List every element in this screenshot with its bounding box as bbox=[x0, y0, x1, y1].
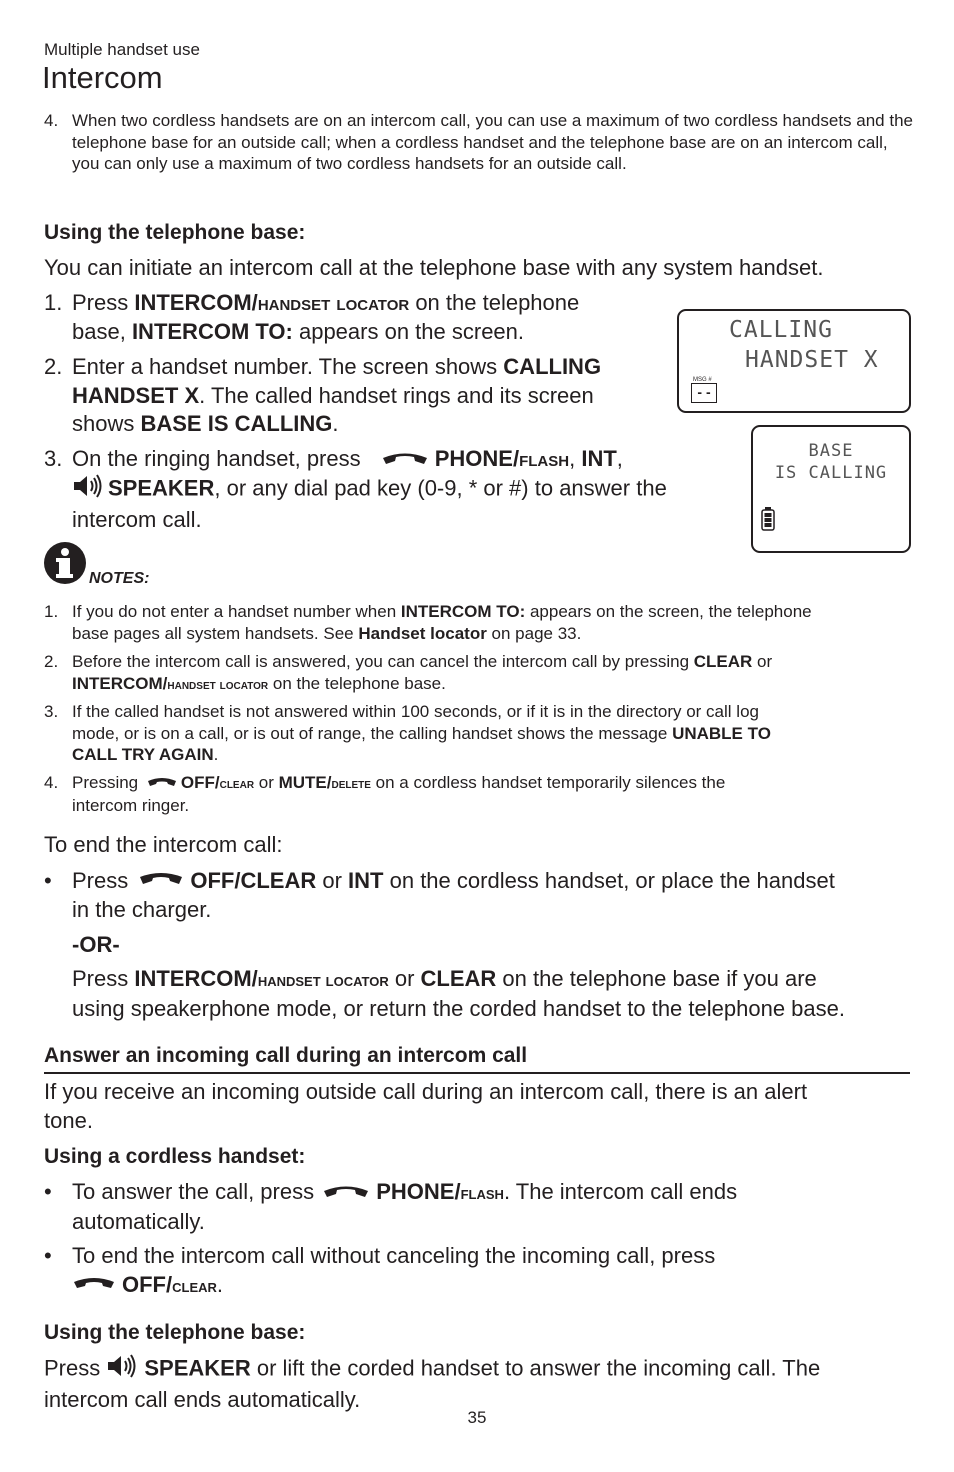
answer-intro-line: tone. bbox=[44, 1107, 93, 1133]
step-text: on the telephone bbox=[409, 290, 580, 315]
key-phone: PHONE/ bbox=[434, 446, 520, 471]
lcd-line-1: CALLING bbox=[729, 317, 833, 343]
body-text: intercom call ends automatically. bbox=[44, 1386, 361, 1412]
note-text: Pressing bbox=[72, 773, 143, 792]
key-off-clear: OFF/CLEAR bbox=[190, 868, 317, 893]
step-text: intercom call. bbox=[72, 506, 202, 532]
key-speaker: SPEAKER bbox=[108, 476, 215, 501]
step-text: appears on the screen. bbox=[292, 318, 525, 344]
key-calling: CALLING bbox=[503, 354, 602, 379]
note-text: Before the intercom call is answered, you can cancel the intercom call by pressing bbox=[72, 652, 694, 671]
note-text: intercom ringer. bbox=[72, 795, 190, 815]
base-heading: Using the telephone base: bbox=[44, 221, 306, 244]
base-lcd-screen bbox=[677, 309, 911, 413]
lcd-line-2: IS CALLING bbox=[774, 463, 888, 483]
answer-heading: Answer an incoming call during an intercom call bbox=[44, 1044, 528, 1067]
bullet-text: Press bbox=[72, 966, 135, 992]
key-clear-sub: clear bbox=[172, 1275, 217, 1296]
note-text: on page 33. bbox=[486, 623, 582, 643]
note-text: or bbox=[752, 652, 773, 671]
bullet-dot: • bbox=[44, 868, 52, 893]
note-text: on the telephone base. bbox=[268, 673, 446, 693]
section-label: Multiple handset use bbox=[44, 40, 200, 59]
step-text: . The called handset rings and its screen bbox=[199, 382, 594, 408]
lcd-line-2: HANDSET X bbox=[745, 347, 879, 373]
battery-icon bbox=[761, 507, 775, 536]
heading-rule bbox=[44, 1072, 910, 1074]
note-text: mode, or is on a call, or is out of range, the calling handset shows the message bbox=[72, 723, 673, 743]
key-int: INT bbox=[581, 446, 617, 471]
step-text: shows bbox=[72, 411, 141, 436]
bullet-dot: • bbox=[44, 1243, 52, 1268]
body-text: or lift the corded handset to answer the incoming call. The bbox=[250, 1355, 821, 1381]
step-text: . bbox=[332, 411, 339, 436]
key-handset-locator: handset locator bbox=[257, 970, 389, 991]
page-number: 35 bbox=[467, 1408, 487, 1427]
bullet-text: To end the intercom call without canceling the incoming call, press bbox=[72, 1243, 716, 1268]
or-separator: -OR- bbox=[72, 931, 120, 957]
step-number: 3. bbox=[44, 446, 63, 471]
answer-intro-line: If you receive an incoming outside call during an intercom call, there is an alert bbox=[44, 1079, 808, 1104]
phone-handset-icon bbox=[138, 868, 184, 897]
speaker-icon bbox=[106, 1354, 138, 1386]
list-number: 1. bbox=[44, 602, 59, 621]
note-text: base pages all system handsets. See bbox=[72, 623, 359, 643]
bullet-text: or bbox=[388, 966, 421, 992]
handset-heading: Using a cordless handset: bbox=[44, 1145, 306, 1168]
bullet-text: automatically. bbox=[72, 1208, 205, 1234]
answer-intro bbox=[44, 1078, 914, 1135]
key-off: OFF/ bbox=[180, 773, 220, 792]
phone-handset-icon bbox=[322, 1179, 370, 1208]
note-text: . bbox=[213, 745, 219, 764]
step-number: 2. bbox=[44, 354, 63, 379]
key-clear: CLEAR bbox=[420, 966, 497, 992]
key-intercom: INTERCOM/ bbox=[72, 673, 168, 693]
step-text: Press bbox=[72, 290, 135, 315]
step-number: 1. bbox=[44, 290, 63, 315]
base-answer-text bbox=[44, 1354, 914, 1414]
page-title: Intercom bbox=[42, 60, 163, 95]
key-phone: PHONE/ bbox=[376, 1179, 461, 1204]
note-text: If the called handset is not answered within 100 seconds, or if it is in the directory or call log bbox=[72, 702, 759, 721]
msg-unable-to: UNABLE TO bbox=[672, 723, 771, 743]
lcd-line-1: BASE bbox=[808, 441, 854, 461]
base-intro: You can initiate an intercom call at the telephone base with any system handset. bbox=[44, 255, 824, 280]
notes-label: NOTES: bbox=[89, 570, 150, 587]
key-intercom-to: INTERCOM TO: bbox=[131, 318, 293, 344]
key-handset-locator: handset locator bbox=[167, 675, 269, 692]
step-text: , bbox=[616, 446, 623, 471]
key-int: INT bbox=[348, 868, 384, 893]
speaker-icon bbox=[72, 474, 102, 506]
key-speaker: SPEAKER bbox=[144, 1355, 251, 1381]
note-text: or bbox=[254, 773, 279, 792]
list-number: 4. bbox=[44, 773, 59, 792]
bullet-text: on the telephone base if you are bbox=[496, 966, 817, 992]
note-text: If you do not enter a handset number when bbox=[72, 602, 401, 621]
list-number: 2. bbox=[44, 652, 59, 671]
handset-locator-ref: Handset locator bbox=[358, 623, 487, 643]
step-text: base, bbox=[72, 318, 132, 344]
key-intercom-to: INTERCOM TO: bbox=[400, 602, 526, 621]
note-text: on a cordless handset temporarily silences the bbox=[370, 773, 726, 792]
phone-handset-icon bbox=[381, 446, 429, 475]
bullet-text: . The intercom call ends bbox=[503, 1179, 738, 1204]
handset-lcd-screen bbox=[751, 425, 911, 553]
key-handset-locator: handset locator bbox=[257, 290, 410, 315]
msg-label: MSG # bbox=[693, 377, 712, 383]
list-item bbox=[44, 110, 914, 200]
note-text: appears on the screen, the telephone bbox=[525, 602, 812, 621]
step-text: , bbox=[569, 446, 582, 471]
base-heading-2: Using the telephone base: bbox=[44, 1321, 306, 1344]
key-delete: delete bbox=[331, 775, 371, 791]
key-off: OFF/ bbox=[122, 1271, 173, 1297]
phone-handset-icon bbox=[147, 773, 177, 795]
step-text: Enter a handset number. The screen shows bbox=[72, 354, 504, 379]
key-intercom: INTERCOM/ bbox=[134, 290, 258, 315]
bullet-dot: • bbox=[44, 1179, 52, 1204]
list-number: 4. bbox=[44, 111, 59, 130]
list-number: 3. bbox=[44, 702, 59, 721]
end-call-intro: To end the intercom call: bbox=[44, 832, 283, 857]
body-text: Press bbox=[44, 1355, 107, 1381]
key-handset-x: HANDSET X bbox=[72, 382, 200, 408]
key-clear-sub: clear bbox=[219, 775, 255, 791]
step-text: On the ringing handset, press bbox=[72, 446, 361, 471]
bullet-text: or bbox=[316, 868, 349, 893]
bullet-text: To answer the call, press bbox=[72, 1179, 321, 1204]
key-intercom: INTERCOM/ bbox=[134, 966, 258, 992]
key-flash: flash bbox=[460, 1183, 504, 1203]
msg-counter: - - bbox=[691, 383, 717, 403]
msg-call-try-again: CALL TRY AGAIN bbox=[72, 745, 214, 764]
list-text: When two cordless handsets are on an intercom call, you can use a maximum of two cordless handsets and the telephone base for an outside call; when a cordless handset and the telephone base are on an intercom call, you can only use a maximum of two cordless handsets for an outside call. bbox=[72, 111, 913, 173]
key-mute: MUTE/ bbox=[278, 773, 332, 792]
phone-handset-icon bbox=[72, 1271, 116, 1300]
bullet-text: . bbox=[216, 1271, 224, 1297]
key-clear: CLEAR bbox=[693, 652, 753, 671]
key-flash: flash bbox=[519, 446, 570, 471]
step-text: , or any dial pad key (0-9, * or #) to answer the bbox=[214, 476, 667, 501]
key-base-is-calling: BASE IS CALLING bbox=[140, 411, 333, 436]
info-icon bbox=[43, 541, 87, 590]
bullet-text: Press bbox=[72, 868, 135, 893]
bullet-text: using speakerphone mode, or return the corded handset to the telephone base. bbox=[72, 995, 845, 1021]
bullet-text: on the cordless handset, or place the handset bbox=[383, 868, 835, 893]
bullet-text: in the charger. bbox=[72, 897, 212, 923]
